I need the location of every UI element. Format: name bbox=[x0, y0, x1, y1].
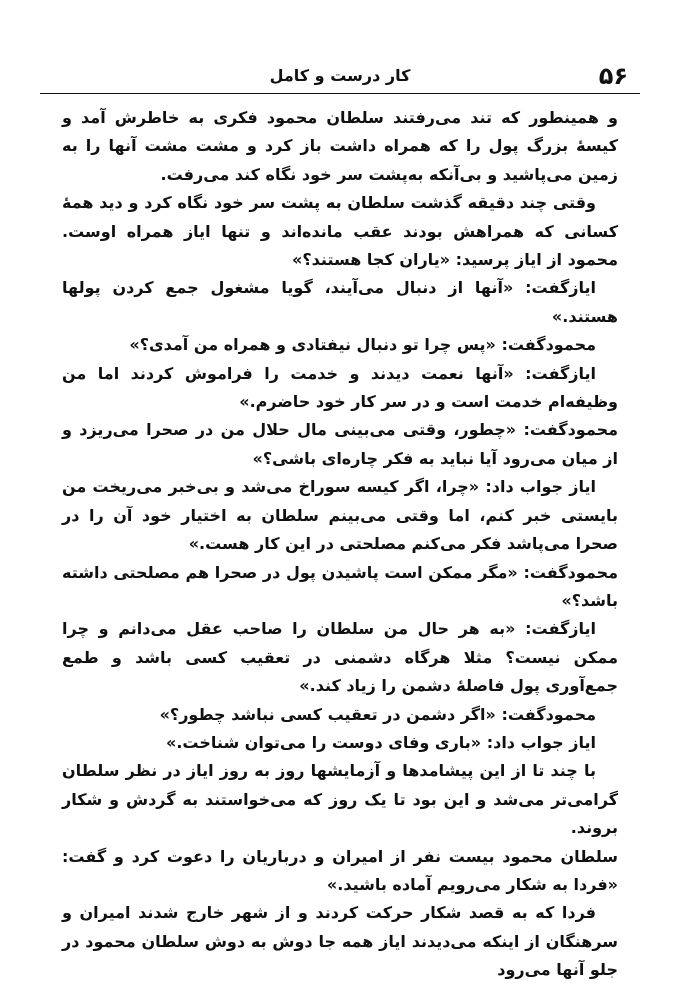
paragraph: ایازگفت: «به هر حال من سلطان را صاحب عقل می‌دانم و چرا ممکن نیست؟ مثلا هرگاه دشمنی در تعقیب کسی باشد و طمع جمع‌آوری پول فاصلهٔ دشمن را زیاد کند.» bbox=[62, 619, 618, 696]
paragraph: ایاز جواب داد: «چرا، اگر کیسه سوراخ می‌شد و بی‌خبر می‌ریخت من بایستی خبر کنم، اما وقتی می‌بینم سلطان به اختیار خود آن را در صحرا می‌پاشد فکر می‌کنم مصلحتی در این کار هست.» bbox=[62, 477, 618, 554]
header-rule bbox=[40, 93, 640, 94]
paragraph: ایاز جواب داد: «باری وفای دوست را می‌توان شناخت.» bbox=[166, 732, 596, 752]
paragraph: ایازگفت: «آنها نعمت دیدند و خدمت را فراموش کردند اما من وظیفه‌ام خدمت است و در سر کار خود حاضرم.» bbox=[62, 363, 618, 412]
paragraph: وقتی چند دقیقه گذشت سلطان به پشت سر خود نگاه کرد و دید همهٔ کسانی که همراهش بودند عقب مانده‌اند و تنها ایاز همراه اوست. محمود از ایاز پرسید: «یاران کجا هستند؟» bbox=[62, 193, 618, 270]
paragraph: سلطان محمود بیست نفر از امیران و درباریان را دعوت کرد و گفت: «فردا به شکار می‌رویم آماده باشید.» bbox=[62, 846, 618, 894]
paragraph: با چند تا از این پیشامدها و آزمایشها روز به روز ایاز در نظر سلطان گرامی‌تر می‌شد و این بود تا یک روز که می‌خواستند به گردش و شکار بروند. bbox=[62, 761, 618, 838]
page-number: ۵۶ bbox=[598, 62, 628, 90]
paragraph: محمودگفت: «اگر دشمن در تعقیب کسی نباشد چطور؟» bbox=[159, 704, 596, 724]
paragraph: محمودگفت: «چطور، وقتی می‌بینی مال حلال من در صحرا می‌ریزد و از میان می‌رود آیا نباید به فکر چاره‌ای باشی؟» bbox=[62, 420, 618, 468]
paragraph: محمودگفت: «پس چرا تو دنبال نیفتادی و همراه من آمدی؟» bbox=[129, 335, 596, 355]
paragraph: فردا که به قصد شکار حرکت کردند و از شهر خارج شدند امیران و سرهنگان از اینکه می‌دیدند ایاز همه جا دوش به دوش سلطان محمود در جلو آنها می‌رود bbox=[62, 903, 618, 980]
page-header bbox=[40, 62, 640, 94]
paragraph: محمودگفت: «مگر ممکن است پاشیدن پول در صحرا هم مصلحتی داشته باشد؟» bbox=[62, 562, 618, 610]
page-body bbox=[62, 104, 618, 985]
paragraph: و همینطور که تند می‌رفتند سلطان محمود فکری به خاطرش آمد و کیسهٔ بزرگ پول را که همراه داشت باز کرد و مشت مشت آنها را به زمین می‌پاشید و بی‌آنکه به‌پشت سر خود نگاه کند می‌رفت. bbox=[62, 108, 618, 184]
running-title: کار درست و کامل bbox=[269, 66, 411, 85]
paragraph: ایازگفت: «آنها از دنبال می‌آیند، گویا مشغول جمع کردن پولها هستند.» bbox=[62, 278, 618, 326]
